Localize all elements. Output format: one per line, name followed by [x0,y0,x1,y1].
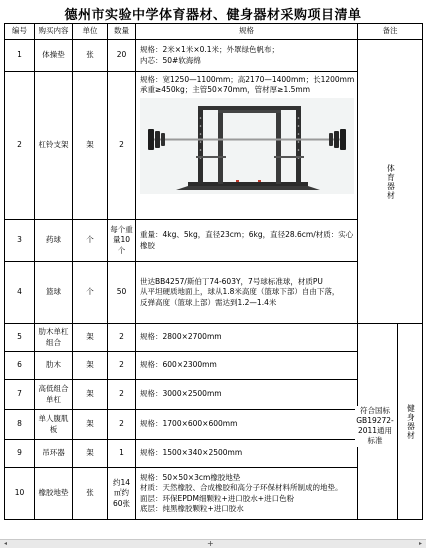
cell-spec [136,262,358,324]
cell-num: 3 [5,220,35,262]
remark-fitness-text: 健身器材 [406,403,416,440]
cell-name: 橡胶地垫 [35,468,73,520]
header-qty: 数量 [108,24,136,40]
cell-unit: 个 [73,220,108,262]
cell-spec: 规格：1500×340×2500mm [136,440,358,468]
cell-unit: 架 [73,352,108,380]
header-unit: 单位 [73,24,108,40]
spec-line: 世达BB4257/斯伯丁74-603Y，7号球标准球，材质PU [140,277,323,287]
cell-num: 6 [5,352,35,380]
table-row [5,324,423,352]
cell-name: 肋木单杠组合 [35,324,73,352]
cell-spec: 规格：2800×2700mm [136,324,358,352]
spec-line: 规格：宽1250—1100mm；高2170—1400mm；长1200mm [140,75,355,84]
cell-qty: 每个重量10个 [108,220,136,262]
spec-line: 规格：2米×1米×0.1米；外罩绿色帆布； [140,45,280,55]
remark-fitness [398,324,423,520]
cell-qty: 2 [108,380,136,410]
cell-qty: 约14㎡约60张 [108,468,136,520]
cell-num: 9 [5,440,35,468]
add-icon[interactable]: + [207,539,214,548]
cell-unit: 架 [73,440,108,468]
cell-num: 7 [5,380,35,410]
cell-name: 单人腹肌板 [35,410,73,440]
table-row [5,40,423,72]
cell-qty: 2 [108,352,136,380]
header-spec: 规格 [136,24,358,40]
cell-qty: 2 [108,410,136,440]
cell-unit: 张 [73,468,108,520]
scroll-right-icon[interactable]: ▸ [418,540,422,547]
table-header-row [5,24,423,40]
cell-qty: 50 [108,262,136,324]
cell-num: 10 [5,468,35,520]
cell-spec [136,72,358,220]
scroll-left-icon[interactable]: ◂ [4,540,8,547]
remark-standard: 符合国标GB19272-2011通用标准 [356,406,394,446]
cell-name: 杠铃支架 [35,72,73,220]
cell-spec [136,468,358,520]
barbell-rack-image [140,98,354,194]
spec-line: 材质：天然橡胶、合成橡胶和高分子环保材料所制成的地垫。 [140,483,343,493]
barbell-rack-illustration [140,98,354,194]
page-title: 德州市实验中学体育器材、健身器材采购项目清单 [64,8,362,23]
spec-line: 重量：4kg、5kg，直径23cm；6kg，直径28.6cm/材质：实心橡胶 [140,230,354,250]
spec-line: 规格：50×50×3cm橡胶地垫 [140,473,241,483]
spec-line: 承重≥450kg；主管50×70mm，管材厚≥1.5mm [140,85,311,95]
cell-qty: 1 [108,440,136,468]
cell-name: 体操垫 [35,40,73,72]
cell-spec [136,220,358,262]
cell-num: 4 [5,262,35,324]
cell-qty: 2 [108,72,136,220]
cell-name: 高低组合单杠 [35,380,73,410]
spec-line: 从平坦硬质地面上，球从1.8米高度（篮球下部）自由下落， [140,287,340,297]
spec-line: 内芯：50#软海绵 [140,55,201,65]
spec-line: 面层：环保EPDM细颗粒+进口胶水+进口色粉 [140,493,295,503]
cell-num: 2 [5,72,35,220]
remark-sports [358,40,423,324]
cell-spec: 规格：3000×2500mm [136,380,358,410]
spec-line: 底层：纯黑橡胶颗粒+进口胶水 [140,503,244,513]
header-remark: 备注 [358,24,423,40]
cell-qty: 2 [108,324,136,352]
cell-name: 篮球 [35,262,73,324]
cell-unit: 架 [73,72,108,220]
cell-num: 5 [5,324,35,352]
remark-sports-text: 体育器材 [386,163,396,200]
cell-num: 1 [5,40,35,72]
cell-spec: 规格：1700×600×600mm [136,410,358,440]
cell-unit: 架 [73,380,108,410]
cell-spec [136,40,358,72]
cell-unit: 架 [73,410,108,440]
spec-line: 反弹高度（篮球上部）需达到1.2—1.4米 [140,297,277,307]
header-num: 编号 [5,24,35,40]
cell-unit: 个 [73,262,108,324]
cell-name: 吊环器 [35,440,73,468]
cell-name: 药球 [35,220,73,262]
cell-qty: 20 [108,40,136,72]
cell-unit: 架 [73,324,108,352]
header-name: 购买内容 [35,24,73,40]
cell-spec: 规格：600×2300mm [136,352,358,380]
cell-name: 肋木 [35,352,73,380]
cell-unit: 张 [73,40,108,72]
cell-num: 8 [5,410,35,440]
